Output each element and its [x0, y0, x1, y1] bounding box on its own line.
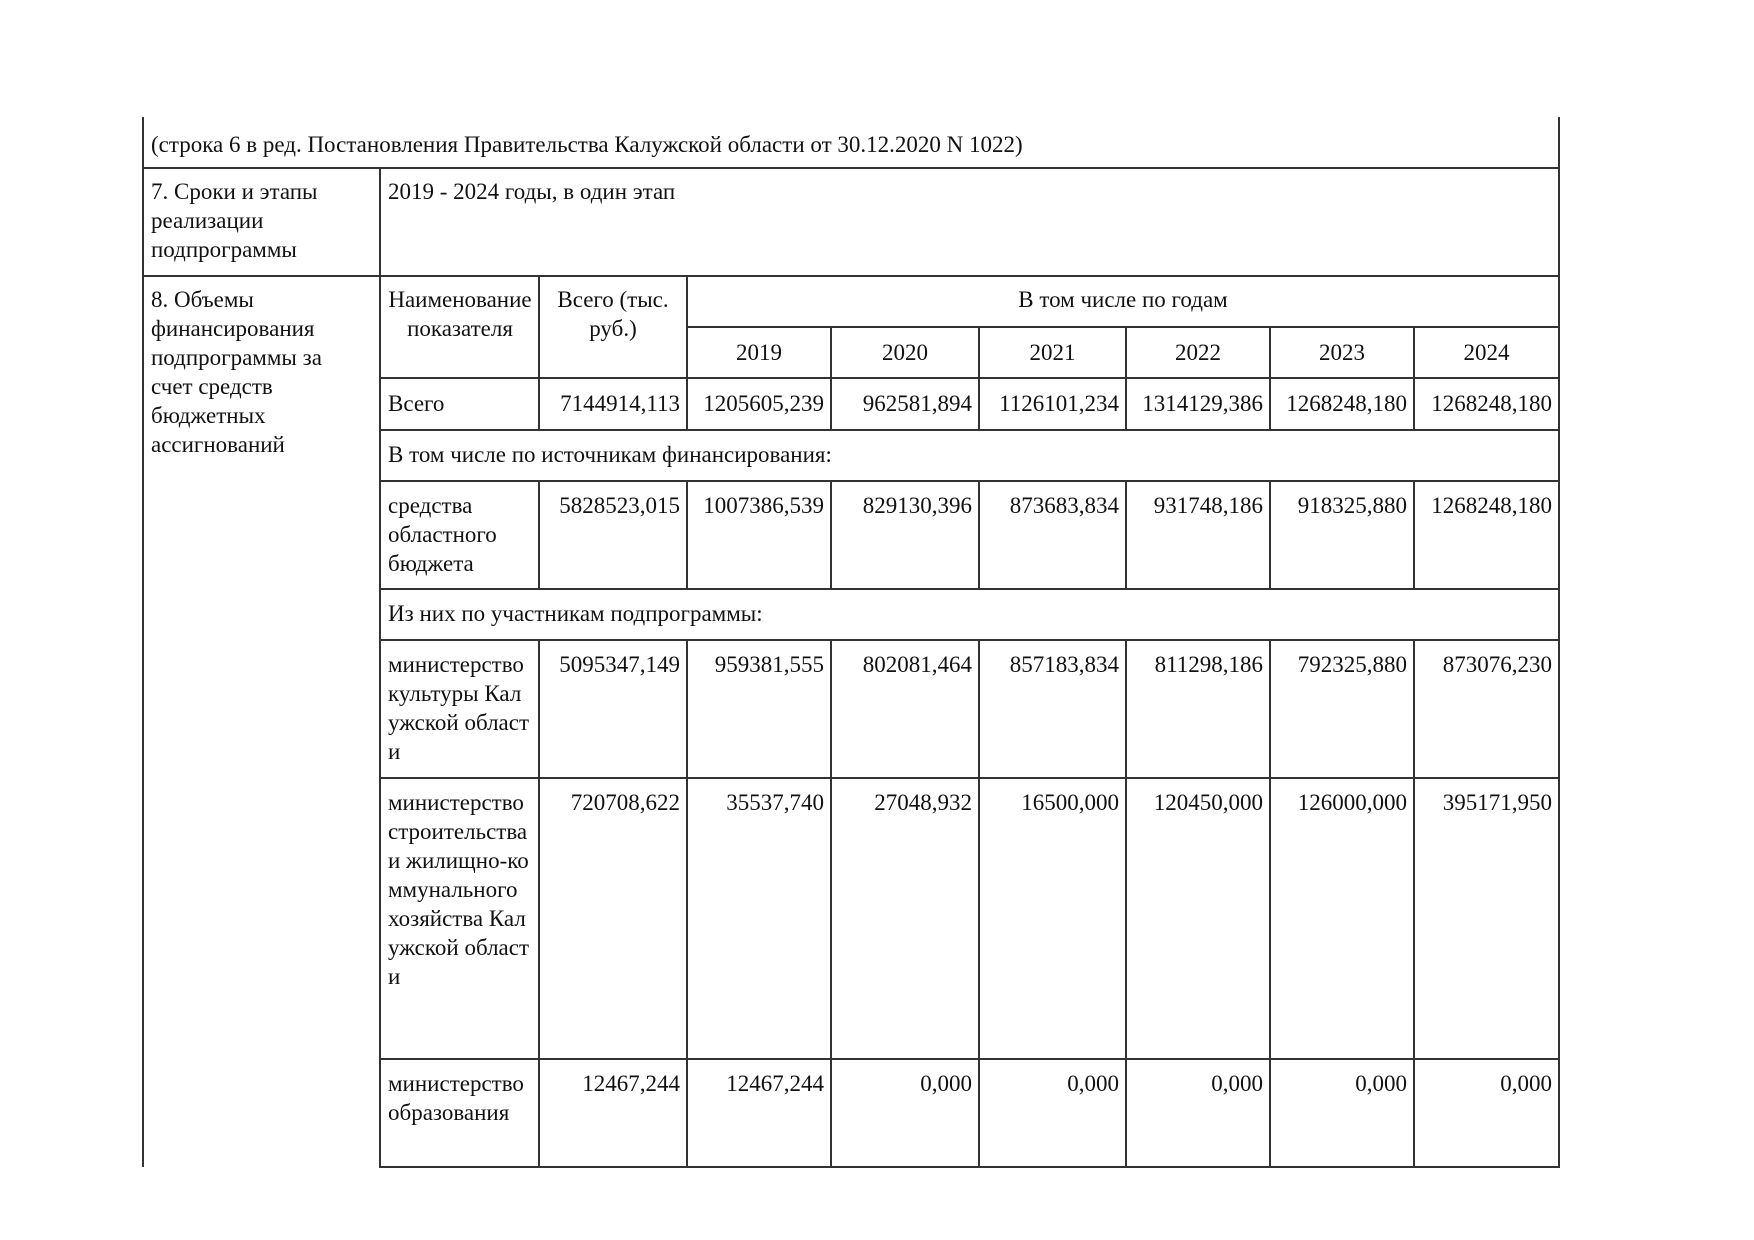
- regional-budget-2023: 918325,880: [1297, 493, 1407, 518]
- total-row-2024: 1268248,180: [1431, 391, 1552, 416]
- participant-education-2022: 0,000: [1211, 1071, 1263, 1096]
- regional-budget-2022: 931748,186: [1153, 493, 1263, 518]
- header-year-2024: 2024: [1463, 340, 1510, 365]
- regional-budget-2019: 1007386,539: [703, 493, 824, 518]
- culture-row-bottom-border: [379, 777, 1560, 779]
- regional-budget-2020: 829130,396: [862, 493, 972, 518]
- total-row-name: Всего: [388, 391, 445, 416]
- total-row-2021: 1126101,234: [999, 391, 1119, 416]
- total-row-bottom-border: [379, 429, 1560, 431]
- participant-culture-name: министерство культуры Калужской области: [388, 652, 530, 764]
- participant-culture-2020: 802081,464: [862, 652, 972, 677]
- participant-construction-2024: 395171,950: [1442, 790, 1552, 815]
- header-name-column: Наименование показателя: [388, 287, 532, 341]
- total-row-2023: 1268248,180: [1286, 391, 1407, 416]
- participants-heading: Из них по участникам подпрограммы:: [388, 601, 763, 626]
- header-year-2022: 2022: [1175, 340, 1221, 365]
- header-total-column: Всего (тыс. руб.): [557, 287, 669, 341]
- row7-value: 2019 - 2024 годы, в один этап: [388, 179, 676, 204]
- regional-budget-2024: 1268248,180: [1431, 493, 1552, 518]
- row7-label: 7. Сроки и этапы реализации подпрограммы: [151, 179, 318, 262]
- header-year-2023: 2023: [1319, 340, 1365, 365]
- table-bottom-border: [379, 1166, 1560, 1168]
- participant-education-2023: 0,000: [1355, 1071, 1407, 1096]
- regional-row-bottom-border: [379, 588, 1560, 590]
- row8-label: 8. Объемы финансирования подпрограммы за счет средств бюджетных ассигнований: [151, 287, 322, 457]
- header-year-2020: 2020: [882, 340, 928, 365]
- participant-education-2024: 0,000: [1500, 1071, 1552, 1096]
- construction-row-bottom-border: [379, 1058, 1560, 1060]
- participant-construction-name: министерство строительства и жилищно-коммунального хозяйства Калужской области: [388, 790, 530, 989]
- years-group-divider: [686, 326, 1560, 328]
- participant-education-2021: 0,000: [1067, 1071, 1119, 1096]
- header-year-2019: 2019: [736, 340, 782, 365]
- participant-culture-total: 5095347,149: [559, 652, 680, 677]
- participant-construction-2022: 120450,000: [1153, 790, 1263, 815]
- participant-construction-total: 720708,622: [570, 790, 680, 815]
- participant-education-2020: 0,000: [920, 1071, 972, 1096]
- participant-culture-2023: 792325,880: [1297, 652, 1407, 677]
- header-years-group: В том числе по годам: [1018, 287, 1228, 312]
- sources-heading-bottom-border: [379, 480, 1560, 482]
- participant-culture-2021: 857183,834: [1009, 652, 1119, 677]
- participant-construction-2019: 35537,740: [726, 790, 824, 815]
- participant-culture-2019: 959381,555: [714, 652, 824, 677]
- total-row-2020: 962581,894: [862, 391, 972, 416]
- participant-culture-2022: 811298,186: [1154, 652, 1263, 677]
- regional-budget-name: средства областного бюджета: [388, 493, 497, 576]
- regional-budget-2021: 873683,834: [1009, 493, 1119, 518]
- participant-construction-2020: 27048,932: [874, 790, 972, 815]
- row6-amendment-note: (строка 6 в ред. Постановления Правительства Калужской области от 30.12.2020 N 1022): [151, 132, 1023, 157]
- participant-education-2019: 12467,244: [726, 1071, 824, 1096]
- participant-education-total: 12467,244: [582, 1071, 680, 1096]
- regional-budget-total: 5828523,015: [559, 493, 680, 518]
- participants-heading-bottom-border: [379, 639, 1560, 641]
- header-year-2021: 2021: [1029, 340, 1076, 365]
- participant-construction-2021: 16500,000: [1021, 790, 1119, 815]
- total-row-2022: 1314129,386: [1142, 391, 1263, 416]
- participant-education-name: министерство образования: [388, 1071, 524, 1125]
- sources-heading: В том числе по источникам финансирования:: [388, 442, 832, 467]
- total-row-total: 7144914,113: [560, 391, 680, 416]
- participant-culture-2024: 873076,230: [1442, 652, 1552, 677]
- header-bottom-border: [379, 377, 1560, 379]
- total-row-2019: 1205605,239: [703, 391, 824, 416]
- participant-construction-2023: 126000,000: [1297, 790, 1407, 815]
